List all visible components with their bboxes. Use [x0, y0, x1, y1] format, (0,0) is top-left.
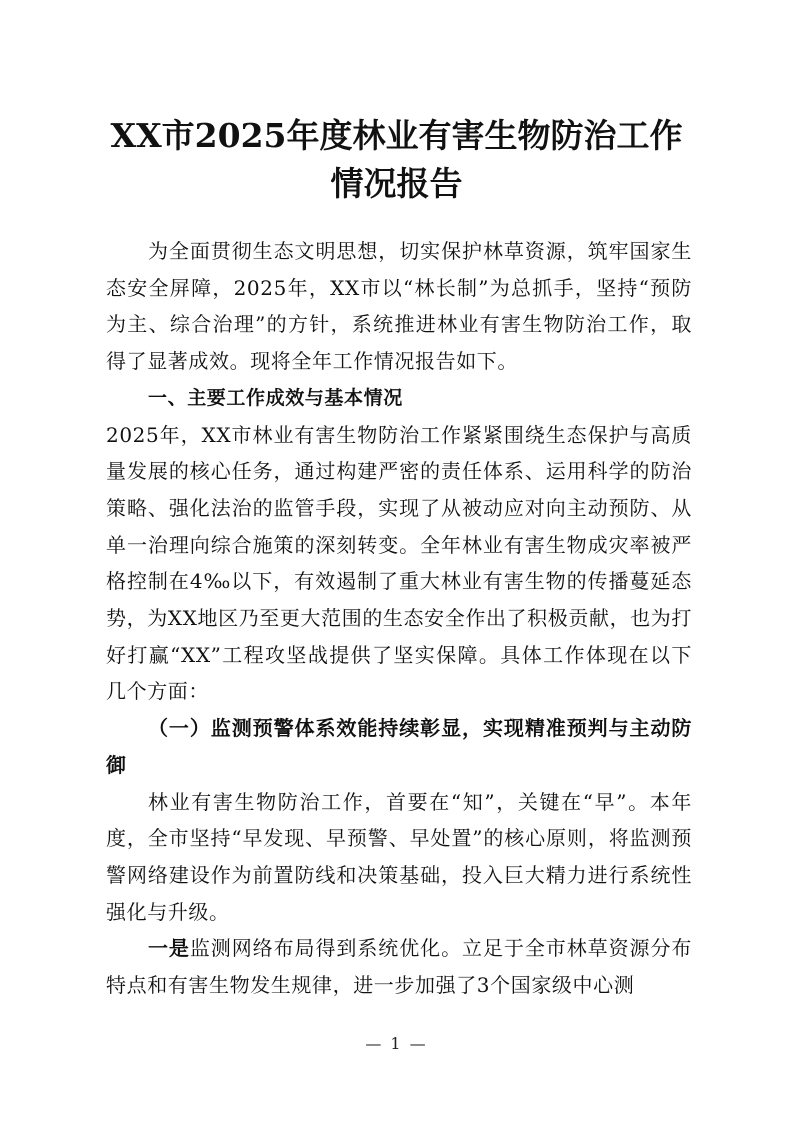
point-1-text: 监测网络布局得到系统优化。立足于全市林草资源分布特点和有害生物发生规律，进一步加强了3个国家级中心测	[106, 936, 692, 998]
subsection-1-paragraph: 林业有害生物防治工作，首要在“知”，关键在“早”。本年度，全市坚持“早发现、早预警、早处置”的核心原则，将监测预警网络建设作为前置防线和决策基础，投入巨大精力进行系统性强化与升级。	[106, 789, 692, 924]
section-1-paragraph: 2025年，XX市林业有害生物防治工作紧紧围绕生态保护与高质量发展的核心任务，通过构建严密的责任体系、运用科学的防治策略、强化法治的监管手段，实现了从被动应对向主动预防、从单一治理向综合施策的深刻转变。全年林业有害生物成灾率被严格控制在4‰以下，有效遏制了重大林业有害生物的传播蔓延态势，为XX地区乃至更大范围的生态安全作出了积极贡献，也为打好打赢“XX”工程攻坚战提供了坚实保障。具体工作体现在以下几个方面：	[106, 422, 692, 704]
point-1-paragraph	[106, 930, 692, 1003]
page-number: — 1 —	[365, 1034, 428, 1053]
intro-paragraph: 为全面贯彻生态文明思想，切实保护林草资源，筑牢国家生态安全屏障，2025年，XX市以“林长制”为总抓手，坚持“预防为主、综合治理”的方针，系统推进林业有害生物防治工作，取得了显著成效。现将全年工作情况报告如下。	[106, 239, 692, 374]
document-title: XX市2025年度林业有害生物防治工作情况报告	[110, 116, 683, 203]
point-1-lead: 一是	[148, 936, 190, 961]
subsection-heading-1: （一）监测预警体系效能持续彰显，实现精准预判与主动防御	[106, 716, 692, 777]
document-body	[106, 233, 692, 1004]
section-heading-1: 一、主要工作成效与基本情况	[148, 386, 403, 409]
